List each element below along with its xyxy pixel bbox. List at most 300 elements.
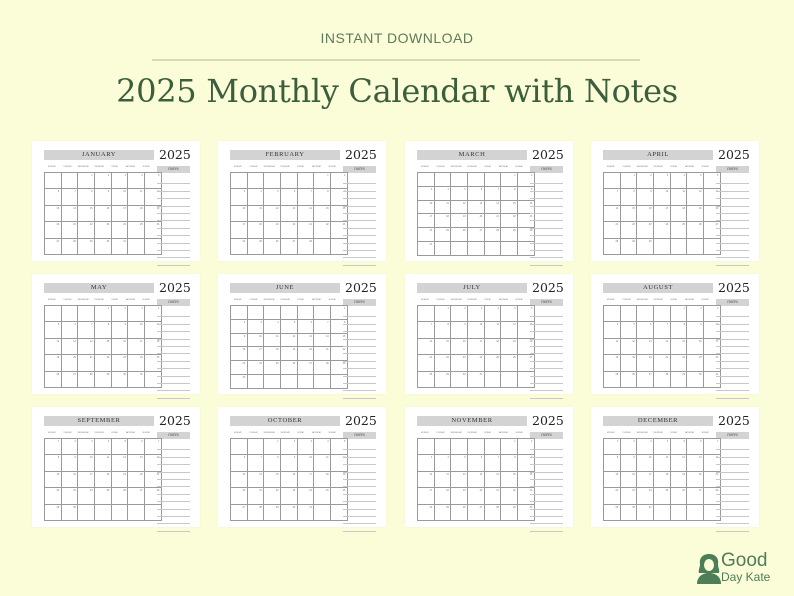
day-cell (484, 504, 501, 520)
notes-header: notes (530, 166, 563, 173)
day-cell (687, 355, 704, 371)
day-number: 29 (106, 372, 110, 376)
day-cell (95, 338, 112, 354)
day-cell (501, 471, 518, 487)
weekday-label: THURSDAY (653, 166, 663, 168)
week-row (231, 439, 348, 455)
week-row (45, 238, 162, 254)
month-day-grid (230, 305, 348, 389)
day-number: 8 (57, 456, 60, 460)
week-row (418, 338, 535, 354)
day-number: 17 (123, 206, 126, 210)
day-cell (95, 471, 112, 487)
day-number: 9 (650, 190, 652, 194)
year-label: 2025 (159, 147, 191, 162)
note-line (157, 502, 190, 509)
day-number: 18 (325, 472, 329, 476)
day-number: 21 (73, 223, 76, 227)
day-cell (111, 488, 128, 504)
weekday-label: SATURDAY (498, 299, 509, 301)
day-cell (501, 371, 518, 387)
day-number: 9 (293, 456, 296, 460)
day-cell (61, 504, 78, 520)
notes-header: notes (716, 432, 749, 439)
note-line (716, 510, 749, 517)
notes-lines (530, 443, 563, 532)
weekday-label: SUNDAY (328, 299, 336, 301)
brand-logo (721, 551, 770, 584)
day-cell (264, 205, 281, 221)
day-cell (418, 306, 435, 322)
day-cell (264, 374, 281, 388)
weekday-label: FRIDAY (297, 166, 304, 168)
note-line (343, 450, 376, 457)
day-number: 10 (309, 456, 312, 460)
week-row (231, 361, 348, 375)
month-card-november (405, 407, 573, 527)
day-number: 12 (512, 323, 516, 327)
day-cell (468, 200, 485, 214)
day-number: 31 (479, 372, 483, 376)
day-cell (654, 504, 671, 520)
day-cell (264, 319, 281, 333)
day-cell (247, 205, 264, 221)
weekday-label: MONDAY (233, 166, 242, 168)
day-cell (231, 173, 248, 189)
day-number: 28 (73, 239, 76, 243)
note-line (157, 391, 190, 398)
day-number: 4 (260, 190, 262, 194)
day-number: 1 (107, 307, 110, 310)
day-number: 22 (89, 223, 93, 227)
note-line (716, 317, 749, 324)
month-card-july (405, 274, 573, 394)
day-cell (314, 439, 331, 455)
day-number: 25 (106, 489, 110, 493)
day-number: 12 (292, 334, 296, 338)
day-cell (61, 238, 78, 254)
note-line (343, 443, 376, 450)
year-label: 2025 (718, 147, 750, 162)
notes-header: notes (157, 299, 190, 306)
day-cell (231, 488, 248, 504)
day-number: 12 (156, 190, 160, 194)
note-line (157, 199, 190, 206)
day-cell (231, 361, 248, 375)
note-line (157, 517, 190, 524)
day-cell (264, 333, 281, 347)
day-number: 24 (429, 229, 433, 233)
week-row (45, 189, 162, 205)
note-line (157, 524, 190, 531)
day-cell (604, 173, 621, 189)
week-row (231, 333, 348, 347)
day-cell (687, 205, 704, 221)
week-row (604, 205, 721, 221)
day-number: 8 (683, 323, 685, 327)
day-number: 4 (666, 440, 669, 443)
note-line (716, 347, 749, 354)
day-number: 24 (139, 356, 143, 360)
day-cell (687, 222, 704, 238)
day-number: 11 (446, 201, 449, 205)
note-line (530, 236, 563, 243)
day-cell (434, 455, 451, 471)
day-cell (501, 504, 518, 520)
month-card-october (218, 407, 386, 527)
day-number: 8 (277, 456, 279, 460)
day-cell (95, 439, 112, 455)
day-number: 10 (259, 334, 262, 338)
note-line (530, 443, 563, 450)
day-cell (484, 488, 501, 504)
note-line (716, 377, 749, 384)
day-number: 24 (309, 489, 312, 493)
day-number: 3 (430, 456, 433, 460)
day-number: 2 (74, 440, 76, 443)
day-number: 13 (529, 323, 533, 327)
note-line (530, 229, 563, 236)
day-number: 22 (56, 489, 60, 493)
day-cell (687, 455, 704, 471)
week-row (231, 306, 348, 320)
week-row (231, 222, 348, 238)
month-day-grid (603, 438, 721, 521)
day-number: 1 (327, 174, 329, 177)
day-number: 23 (648, 223, 652, 227)
day-number: 25 (139, 223, 143, 227)
day-number: 24 (479, 356, 483, 360)
day-cell (231, 347, 248, 361)
week-row (231, 173, 348, 189)
day-cell (78, 504, 95, 520)
note-line (343, 244, 376, 251)
note-line (157, 177, 190, 184)
weekday-header-row (417, 165, 527, 170)
day-cell (468, 322, 485, 338)
day-number: 15 (446, 339, 449, 343)
day-number: 9 (464, 323, 466, 327)
day-number: 3 (243, 190, 246, 194)
day-cell (45, 173, 62, 189)
day-cell (111, 306, 128, 322)
day-cell (468, 228, 485, 242)
note-line (157, 347, 190, 354)
day-cell (264, 471, 281, 487)
day-cell (231, 319, 248, 333)
day-cell (604, 338, 621, 354)
day-cell (501, 455, 518, 471)
weekday-label: TUESDAY (436, 166, 445, 168)
day-number: 12 (698, 190, 702, 194)
note-line (343, 177, 376, 184)
day-number: 26 (156, 223, 160, 227)
month-name: AUGUST (603, 283, 713, 293)
day-number: 21 (496, 489, 499, 493)
day-cell (654, 455, 671, 471)
weekday-label: SATURDAY (125, 299, 136, 301)
day-number: 20 (242, 489, 246, 493)
day-cell (687, 306, 704, 322)
week-row (45, 306, 162, 322)
day-number: 16 (123, 339, 126, 343)
day-cell (247, 319, 264, 333)
day-cell (654, 471, 671, 487)
day-cell (451, 455, 468, 471)
day-number: 24 (665, 223, 669, 227)
day-cell (434, 186, 451, 200)
day-cell (78, 205, 95, 221)
weekday-label: THURSDAY (467, 432, 477, 434)
day-number: 9 (530, 456, 533, 460)
day-cell (670, 504, 687, 520)
day-number: 13 (648, 339, 652, 343)
brand-name-line1: Good (721, 550, 768, 571)
day-cell (231, 306, 248, 320)
day-number: 20 (479, 215, 483, 219)
day-number: 19 (275, 223, 279, 227)
note-line (716, 244, 749, 251)
day-cell (484, 200, 501, 214)
day-number: 6 (650, 323, 652, 327)
day-cell (670, 322, 687, 338)
day-cell (61, 205, 78, 221)
day-number: 19 (512, 339, 516, 343)
month-day-grid (44, 305, 162, 388)
day-number: 14 (325, 334, 329, 338)
day-number: 30 (648, 239, 652, 243)
week-row (231, 504, 348, 520)
notes-header: notes (157, 166, 190, 173)
day-cell (45, 222, 62, 238)
day-number: 19 (123, 472, 126, 476)
day-cell (687, 322, 704, 338)
day-cell (231, 374, 248, 388)
day-cell (111, 355, 128, 371)
day-number: 27 (529, 356, 533, 360)
day-number: 6 (480, 456, 483, 460)
day-cell (128, 306, 145, 322)
weekday-label: FRIDAY (297, 432, 304, 434)
day-cell (468, 488, 485, 504)
day-number: 9 (343, 190, 346, 194)
note-line (530, 207, 563, 214)
day-cell (78, 222, 95, 238)
week-row (231, 347, 348, 361)
weekday-header-row (603, 431, 713, 436)
day-number: 7 (74, 190, 76, 194)
day-number: 25 (275, 362, 279, 366)
note-line (716, 199, 749, 206)
year-label: 2025 (345, 413, 377, 428)
weekday-label: THURSDAY (94, 166, 104, 168)
day-cell (620, 371, 637, 387)
day-cell (654, 371, 671, 387)
day-cell (670, 488, 687, 504)
day-cell (434, 471, 451, 487)
day-number: 11 (496, 323, 499, 327)
day-number: 5 (277, 190, 279, 194)
day-cell (637, 439, 654, 455)
day-number: 28 (665, 372, 669, 376)
day-cell (264, 455, 281, 471)
month-name: OCTOBER (230, 416, 340, 426)
day-cell (687, 338, 704, 354)
day-number: 9 (530, 187, 533, 191)
note-line (157, 332, 190, 339)
note-line (530, 377, 563, 384)
weekday-label: TUESDAY (436, 432, 445, 434)
day-number: 15 (512, 201, 516, 205)
day-number: 27 (309, 362, 312, 366)
day-number: 10 (242, 206, 246, 210)
day-cell (128, 488, 145, 504)
year-label: 2025 (159, 413, 191, 428)
note-line (343, 214, 376, 221)
year-label: 2025 (345, 280, 377, 295)
day-number: 10 (89, 456, 93, 460)
day-number: 11 (446, 472, 449, 476)
week-row (45, 504, 162, 520)
day-cell (95, 355, 112, 371)
day-number: 29 (89, 239, 93, 243)
note-line (343, 517, 376, 524)
day-cell (604, 371, 621, 387)
day-cell (78, 439, 95, 455)
day-cell (418, 439, 435, 455)
title-divider (152, 59, 640, 61)
week-row (45, 222, 162, 238)
weekday-label: SATURDAY (125, 166, 136, 168)
day-cell (281, 439, 298, 455)
day-number: 11 (276, 334, 279, 338)
day-cell (451, 322, 468, 338)
note-line (716, 458, 749, 465)
day-number: 19 (698, 206, 702, 210)
weekday-label: TUESDAY (249, 166, 258, 168)
note-line (343, 221, 376, 228)
day-cell (264, 347, 281, 361)
day-number: 20 (715, 206, 719, 210)
day-number: 21 (309, 223, 312, 227)
notes-lines (157, 443, 190, 532)
day-number: 13 (139, 456, 143, 460)
weekday-label: WEDNESDAY (636, 432, 649, 434)
day-number: 29 (512, 505, 516, 509)
day-cell (687, 488, 704, 504)
weekday-label: SATURDAY (684, 299, 695, 301)
day-cell (61, 322, 78, 338)
day-cell (418, 471, 435, 487)
notes-header: notes (716, 166, 749, 173)
day-number: 1 (91, 174, 93, 177)
day-number: 17 (665, 206, 669, 210)
day-cell (637, 488, 654, 504)
day-cell (620, 222, 637, 238)
day-number: 10 (123, 190, 126, 194)
day-cell (484, 186, 501, 200)
month-card-april (591, 141, 759, 261)
day-cell (128, 338, 145, 354)
day-number: 7 (91, 323, 93, 327)
day-cell (604, 355, 621, 371)
day-cell (468, 471, 485, 487)
note-line (530, 244, 563, 251)
weekday-label: MONDAY (233, 432, 242, 434)
note-line (530, 480, 563, 487)
day-cell (297, 222, 314, 238)
day-cell (95, 173, 112, 189)
week-row (45, 455, 162, 471)
day-number: 7 (616, 190, 619, 194)
day-number: 11 (326, 456, 329, 460)
day-cell (297, 488, 314, 504)
weekday-label: SUNDAY (142, 166, 150, 168)
note-line (530, 369, 563, 376)
day-number: 13 (479, 472, 483, 476)
note-line (157, 325, 190, 332)
day-number: 3 (430, 187, 433, 191)
day-cell (78, 455, 95, 471)
weekday-header-row (417, 298, 527, 303)
note-line (716, 480, 749, 487)
day-number: 8 (107, 323, 110, 327)
day-number: 3 (260, 320, 262, 324)
day-number: 24 (715, 356, 719, 360)
day-cell (247, 189, 264, 205)
note-line (530, 517, 563, 524)
day-number: 29 (682, 372, 685, 376)
day-cell (637, 173, 654, 189)
day-number: 5 (700, 174, 702, 177)
day-number: 23 (529, 489, 533, 493)
day-cell (231, 333, 248, 347)
note-line (716, 192, 749, 199)
week-row (418, 241, 535, 255)
day-cell (654, 488, 671, 504)
day-cell (451, 173, 468, 187)
day-cell (654, 322, 671, 338)
day-number: 20 (309, 348, 312, 352)
week-row (418, 200, 535, 214)
note-line (157, 384, 190, 391)
weekday-label: MONDAY (420, 432, 429, 434)
weekday-label: SATURDAY (684, 432, 695, 434)
day-number: 19 (342, 472, 346, 476)
day-cell (501, 338, 518, 354)
week-row (604, 355, 721, 371)
note-line (343, 369, 376, 376)
week-row (418, 371, 535, 387)
day-cell (45, 338, 62, 354)
note-line (343, 236, 376, 243)
note-line (530, 192, 563, 199)
month-name: DECEMBER (603, 416, 713, 426)
day-cell (620, 338, 637, 354)
day-number: 26 (275, 239, 279, 243)
weekday-label: SATURDAY (125, 432, 136, 434)
day-cell (620, 504, 637, 520)
day-number: 2 (243, 320, 246, 324)
day-cell (620, 306, 637, 322)
day-cell (620, 455, 637, 471)
day-cell (501, 241, 518, 255)
day-cell (128, 471, 145, 487)
day-number: 15 (615, 472, 619, 476)
eyebrow-label: INSTANT DOWNLOAD (320, 30, 474, 46)
notes-lines (716, 177, 749, 266)
day-number: 21 (325, 348, 329, 352)
